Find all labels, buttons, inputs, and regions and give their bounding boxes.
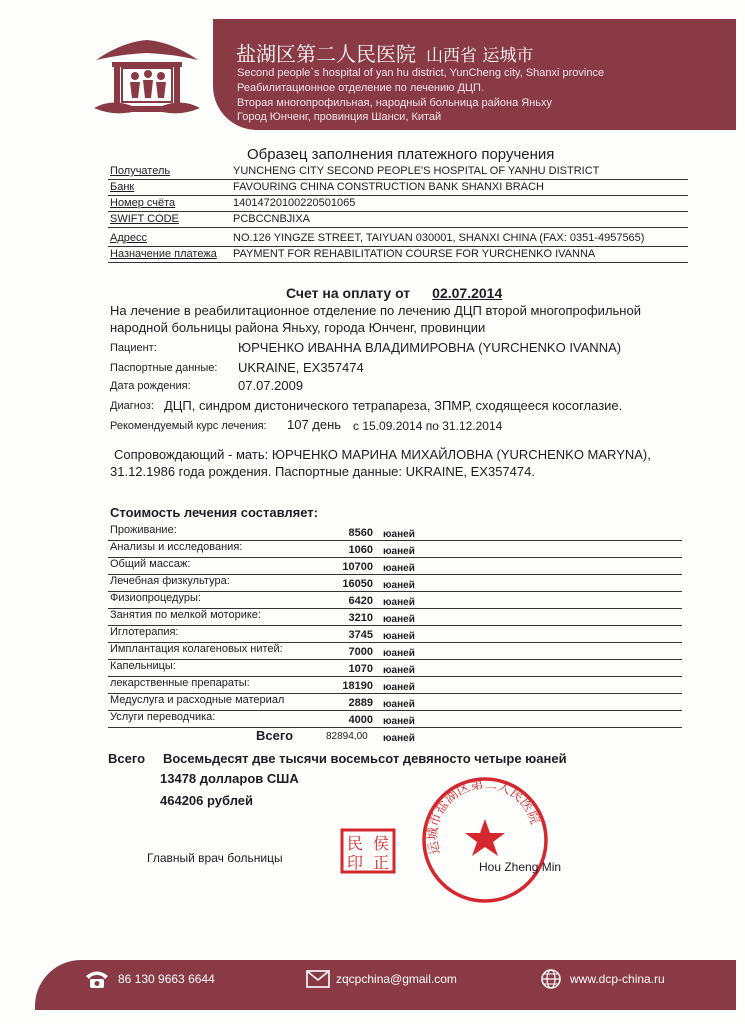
globe-icon	[538, 968, 564, 990]
patient-value: ЮРЧЕНКО ИВАННА ВЛАДИМИРОВНА (YURCHENKO IVANNA)	[238, 340, 622, 355]
cost-item-value: 1060	[348, 544, 373, 556]
cost-item-name: Анализы и исследования:	[110, 541, 243, 553]
cost-item-unit: юаней	[383, 665, 415, 676]
header-line-department: Реабилитационное отделение по лечению ДЦП.	[237, 82, 485, 94]
cost-title: Стоимость лечения составляет:	[110, 505, 318, 520]
cost-line	[108, 625, 682, 626]
course-label: Рекомендуемый курс лечения:	[110, 420, 267, 432]
requisite-line	[108, 179, 688, 180]
cost-line	[108, 557, 682, 558]
requisite-label-purpose: Назначение платежа	[110, 248, 217, 260]
requisite-label-address: Адресс	[110, 232, 147, 244]
cost-item-value: 6420	[348, 595, 373, 607]
doctor-name: Hou Zheng Min	[479, 860, 562, 874]
invoice-title: Счет на оплату от 02.07.2014	[286, 285, 503, 301]
svg-text:民: 民	[346, 834, 364, 853]
cost-item-value: 10700	[342, 561, 373, 573]
footer-phone[interactable]: 86 130 9663 6644	[118, 972, 215, 986]
cost-item-value: 16050	[342, 578, 373, 590]
total-words-label: Всего	[108, 751, 146, 766]
signatory-title: Главный врач больницы	[147, 851, 283, 865]
diagnosis-label: Диагноз:	[110, 400, 154, 412]
cost-item-value: 18190	[342, 680, 373, 692]
invoice-intro: На лечение в реабилитационное отделение по лечению ДЦП второй многопрофильной народной больницы района Яньху, города Юнченг, провинции	[110, 303, 641, 335]
birth-label: Дата рождения:	[110, 380, 191, 392]
header-line-en: Second people`s hospital of yan hu district, YunCheng city, Shanxi province	[237, 67, 605, 79]
cost-item-name: Лечебная физкультура:	[110, 575, 230, 587]
cost-item-name: Услуги переводчика:	[110, 711, 216, 723]
footer-email[interactable]: zqcpchina@gmail.com	[336, 972, 457, 986]
requisite-value-account: 14014720100220501065	[233, 197, 356, 209]
cost-item-unit: юаней	[383, 682, 415, 693]
cost-item-unit: юаней	[383, 614, 415, 625]
svg-text:侯: 侯	[372, 834, 390, 853]
cost-item-value: 3210	[348, 612, 373, 624]
requisite-line	[108, 262, 688, 263]
passport-value: UKRAINE, EX357474	[238, 360, 364, 375]
province-cn: 山西省 运城市	[426, 46, 534, 66]
requisite-line	[108, 211, 688, 212]
mail-icon	[305, 968, 331, 990]
cost-item-name: Занятия по мелкой моторике:	[110, 609, 261, 621]
hospital-name-cn: 盐湖区第二人民医院 山西省 运城市	[236, 42, 534, 66]
cost-item-name: Капельницы:	[110, 660, 176, 672]
hospital-logo-icon	[92, 38, 202, 118]
requisite-value-swift: PCBCCNBJIXA	[233, 213, 311, 225]
cost-item-name: Иглотерапия:	[110, 626, 179, 638]
course-days: 107 день	[287, 417, 342, 432]
cost-item-unit: юаней	[383, 529, 415, 540]
cost-item-name: Проживание:	[110, 524, 177, 536]
requisite-line	[108, 246, 688, 247]
cost-item-value: 4000	[348, 714, 373, 726]
cost-item-value: 2889	[348, 697, 373, 709]
cost-item-name: Имплантация колагеновых нитей:	[110, 643, 283, 655]
total-unit: юаней	[383, 733, 415, 744]
cost-item-name: Медуслуга и расходные материал	[110, 694, 285, 706]
hospital-round-seal	[420, 775, 550, 905]
cost-line	[108, 727, 682, 728]
course-period: с 15.09.2014 по 31.12.2014	[353, 419, 503, 433]
cost-line	[108, 659, 682, 660]
svg-text:印: 印	[346, 853, 364, 872]
cost-item-unit: юаней	[383, 716, 415, 727]
total-rub: 464206 рублей	[160, 793, 254, 808]
cost-item-name: Физиопроцедуры:	[110, 592, 201, 604]
cost-item-unit: юаней	[383, 580, 415, 591]
requisite-label-swift: SWIFT CODE	[110, 213, 179, 225]
requisite-label-bank: Банк	[110, 181, 135, 193]
cost-item-name: лекарственные препараты:	[110, 677, 250, 689]
cost-item-value: 8560	[348, 527, 373, 539]
total-words-value: Восемьдесят две тысячи восемьсот девяносто четыре юаней	[163, 751, 567, 766]
requisite-label-recipient: Получатель	[110, 165, 171, 177]
footer-website[interactable]: www.dcp-china.ru	[570, 972, 665, 986]
header-line-hospital-ru: Вторая многопрофильная, народный больница района Яньху	[237, 97, 552, 109]
passport-label: Паспортные данные:	[110, 362, 218, 374]
cost-item-name: Общий массаж:	[110, 558, 191, 570]
requisite-value-purpose: PAYMENT FOR REHABILITATION COURSE FOR YURCHENKO IVANNA	[233, 248, 596, 260]
requisite-label-account: Номер счёта	[110, 197, 176, 209]
cost-item-value: 1070	[348, 663, 373, 675]
total-label: Всего	[256, 728, 294, 743]
escort-info: Сопровождающий - мать: ЮРЧЕНКО МАРИНА МИХАЙЛОВНА (YURCHENKO MARYNA), 31.12.1986 года рождения. Паспортные данные: UKRAINE, EX357474.	[110, 447, 651, 479]
svg-text:运城市盐湖区第二人民医院: 运城市盐湖区第二人民医院	[425, 776, 543, 856]
total-value: 82894,00	[326, 731, 368, 742]
cost-item-unit: юаней	[383, 699, 415, 710]
requisite-value-address: NO.126 YINGZE STREET, TAIYUAN 030001, SHANXI CHINA (FAX: 0351-4957565)	[233, 232, 645, 244]
diagnosis-value: ДЦП, синдром дистонического тетрапареза, ЗПМР, сходящееся косоглазие.	[164, 398, 623, 413]
requisite-line	[108, 227, 688, 228]
cost-item-value: 3745	[348, 629, 373, 641]
cost-item-unit: юаней	[383, 631, 415, 642]
birth-value: 07.07.2009	[238, 378, 304, 393]
requisite-line	[108, 195, 688, 196]
svg-text:正: 正	[372, 853, 390, 872]
cost-item-unit: юаней	[383, 546, 415, 557]
cost-item-unit: юаней	[383, 648, 415, 659]
invoice-date: 02.07.2014	[432, 285, 503, 301]
personal-seal-stamp	[340, 828, 396, 874]
phone-icon	[84, 968, 110, 990]
requisite-value-bank: FAVOURING CHINA CONSTRUCTION BANK SHANXI BRACH	[233, 181, 544, 193]
requisite-value-recipient: YUNCHENG CITY SECOND PEOPLE'S HOSPITAL OF YANHU DISTRICT	[233, 165, 600, 177]
cost-item-unit: юаней	[383, 563, 415, 574]
document-title: Образец заполнения платежного поручения	[247, 146, 555, 163]
total-usd: 13478 долларов США	[160, 771, 299, 786]
cost-item-unit: юаней	[383, 597, 415, 608]
header-line-city: Город Юнченг, провинция Шанси, Китай	[237, 111, 442, 123]
patient-label: Пациент:	[110, 342, 157, 354]
cost-item-value: 7000	[348, 646, 373, 658]
